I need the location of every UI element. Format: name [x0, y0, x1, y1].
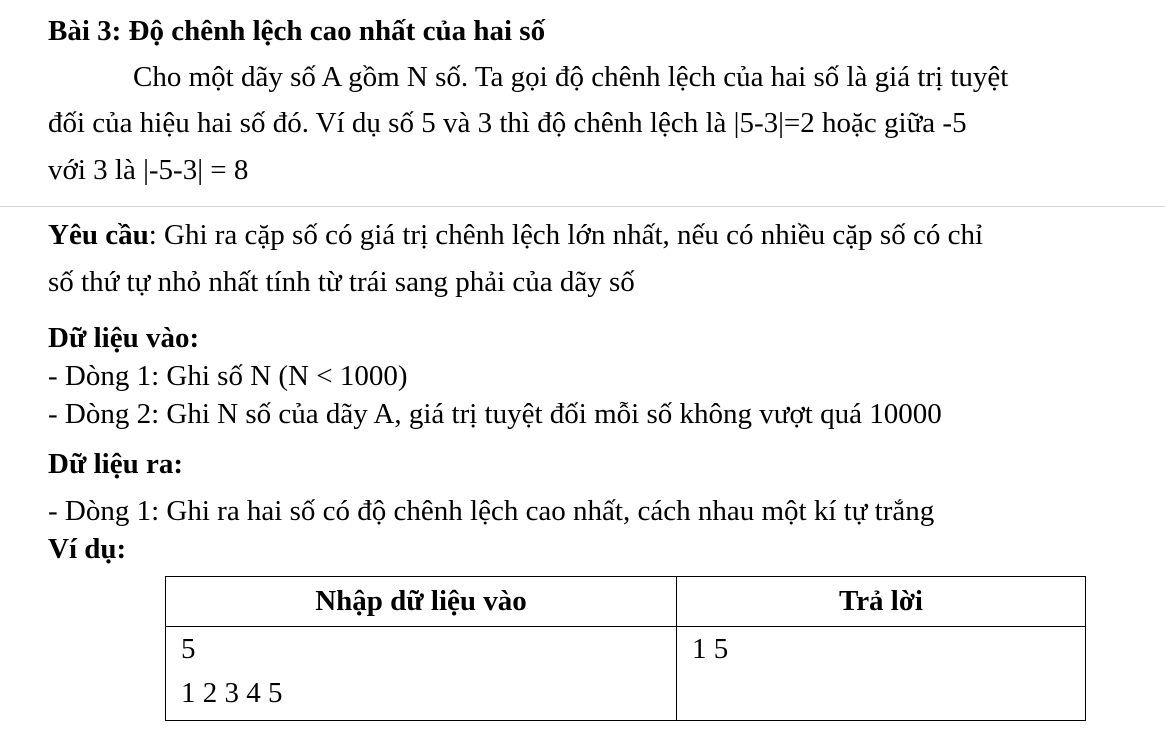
example-input-line: 5 — [181, 633, 196, 665]
example-heading: Ví dụ: — [48, 533, 127, 565]
output-heading: Dữ liệu ra: — [48, 448, 183, 480]
input-column-header: Nhập dữ liệu vào — [166, 577, 677, 627]
example-header-row — [166, 577, 1086, 627]
requirement-line-2: số thứ tự nhỏ nhất tính từ trái sang phải của dãy số — [48, 266, 635, 298]
input-heading: Dữ liệu vào: — [48, 322, 200, 354]
example-input-line: 1 2 3 4 5 — [181, 677, 283, 709]
requirement-label: Yêu cầu — [48, 219, 149, 251]
example-data-row — [166, 627, 1086, 721]
intro-line-2: đối của hiệu hai số đó. Ví dụ số 5 và 3 thì độ chênh lệch là |5-3|=2 hoặc giữa -5 — [48, 107, 967, 139]
example-output-cell — [677, 627, 1086, 721]
requirement-line-1 — [48, 218, 983, 252]
intro-line-1: Cho một dãy số A gồm N số. Ta gọi độ chênh lệch của hai số là giá trị tuyệt — [133, 61, 1009, 93]
example-output-line: 1 5 — [692, 633, 729, 665]
section-divider — [0, 206, 1165, 207]
input-line-2: - Dòng 2: Ghi N số của dãy A, giá trị tuyệt đối mỗi số không vượt quá 10000 — [48, 398, 942, 430]
output-column-header: Trả lời — [677, 577, 1086, 627]
requirement-text: : Ghi ra cặp số có giá trị chênh lệch lớn nhất, nếu có nhiều cặp số có chỉ — [148, 219, 984, 251]
input-line-1: - Dòng 1: Ghi số N (N < 1000) — [48, 360, 408, 392]
example-input-cell — [166, 627, 677, 721]
problem-title: Bài 3: Độ chênh lệch cao nhất của hai số — [48, 15, 546, 47]
intro-line-3: với 3 là |-5-3| = 8 — [48, 154, 249, 186]
example-table — [165, 576, 1086, 721]
output-line-1: - Dòng 1: Ghi ra hai số có độ chênh lệch cao nhất, cách nhau một kí tự trắng — [48, 495, 935, 527]
